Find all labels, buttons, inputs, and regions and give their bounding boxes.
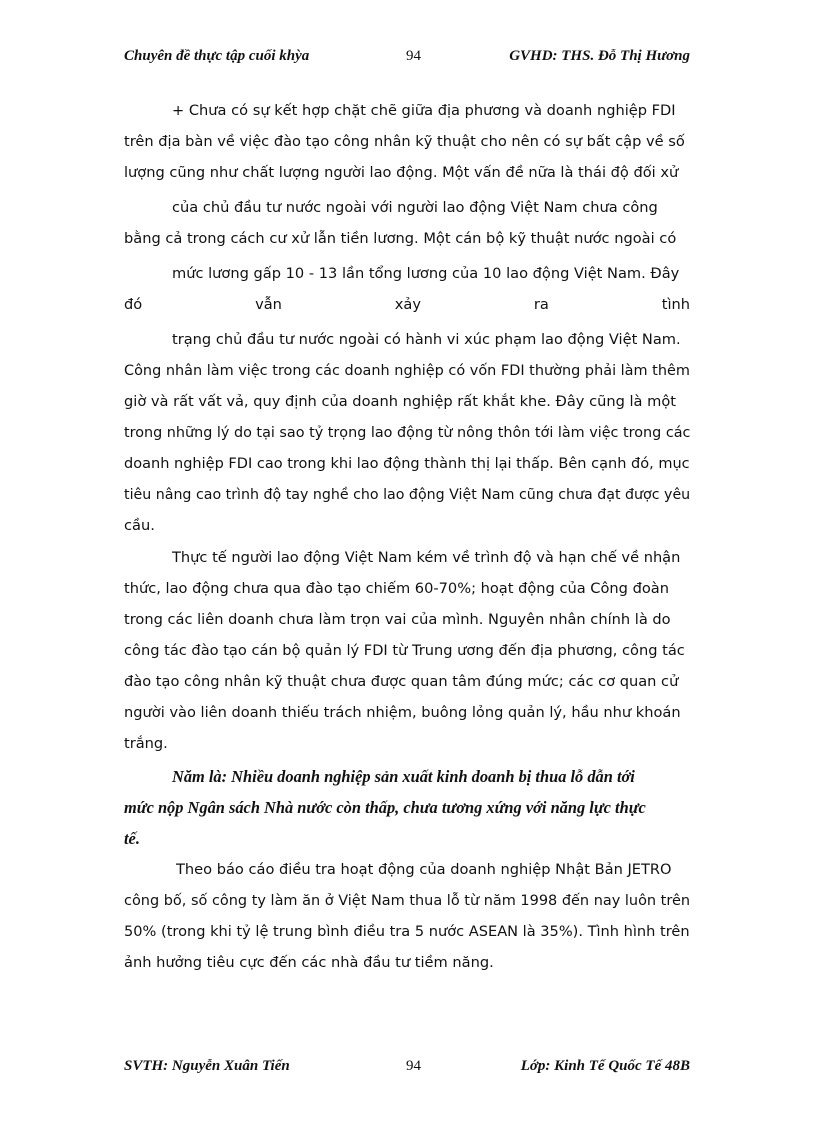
- text-line: trên địa bàn về việc đào tạo công nhân kỹ thuật cho nên có sự bất cập về số: [124, 133, 685, 150]
- text-line: trạng chủ đầu tư nước ngoài có hành vi xúc phạm lao động Việt Nam.: [172, 331, 681, 348]
- page-footer: [124, 1058, 690, 1080]
- text-line: doanh nghiệp FDI cao trong khi lao động thành thị lại thấp. Bên cạnh đó, mục: [124, 455, 690, 472]
- text-line: Theo báo cáo điều tra hoạt động của doanh nghiệp Nhật Bản JETRO: [176, 861, 672, 878]
- header-document-title: Chuyên đề thực tập cuối khỳa: [124, 48, 310, 64]
- header-advisor: GVHD: THS. Đỗ Thị Hương: [509, 48, 690, 64]
- text-line: công tác đào tạo cán bộ quản lý FDI từ Trung ương đến địa phương, công tác: [124, 642, 685, 659]
- justified-line: [124, 295, 690, 315]
- word: tình: [661, 296, 690, 313]
- footer-page-number: 94: [406, 1058, 421, 1074]
- header-page-number: 94: [406, 48, 421, 64]
- text-line: thức, lao động chưa qua đào tạo chiếm 60-70%; hoạt động của Công đoàn: [124, 580, 669, 597]
- text-line: trong các liên doanh chưa làm trọn vai của mình. Nguyên nhân chính là do: [124, 611, 671, 628]
- text-line: 50% (trong khi tỷ lệ trung bình điều tra 5 nước ASEAN là 35%). Tình hình trên: [124, 923, 690, 940]
- text-line: tiêu nâng cao trình độ tay nghề cho lao động Việt Nam cũng chưa đạt được yêu: [124, 486, 691, 503]
- section-heading-line: tế.: [124, 829, 140, 848]
- text-line: lượng cũng như chất lượng người lao động. Một vấn đề nữa là thái độ đối xử: [124, 164, 679, 181]
- text-line: + Chưa có sự kết hợp chặt chẽ giữa địa phương và doanh nghiệp FDI: [172, 102, 676, 119]
- word: xảy: [394, 296, 422, 313]
- text-line: trong những lý do tại sao tỷ trọng lao động từ nông thôn tới làm việc trong các: [124, 424, 691, 441]
- footer-class: Lớp: Kinh Tế Quốc Tế 48B: [520, 1058, 690, 1074]
- word: vẫn: [255, 296, 282, 313]
- word: ra: [533, 296, 549, 313]
- text-line: Công nhân làm việc trong các doanh nghiệp có vốn FDI thường phải làm thêm: [124, 362, 690, 379]
- text-line: cầu.: [124, 517, 155, 534]
- text-line: bằng cả trong cách cư xử lẫn tiền lương. Một cán bộ kỹ thuật nước ngoài có: [124, 230, 677, 247]
- text-line: trắng.: [124, 735, 168, 752]
- text-line: Thực tế người lao động Việt Nam kém về trình độ và hạn chế về nhận: [172, 549, 681, 566]
- text-line: người vào liên doanh thiếu trách nhiệm, buông lỏng quản lý, hầu như khoán: [124, 704, 681, 721]
- text-line: giờ và rất vất vả, quy định của doanh nghiệp rất khắt khe. Đây cũng là một: [124, 393, 676, 410]
- footer-student-name: SVTH: Nguyễn Xuân Tiến: [124, 1058, 290, 1074]
- page-header: [124, 48, 690, 70]
- section-heading-line: Năm là: Nhiều doanh nghiệp sản xuất kinh doanh bị thua lỗ dẫn tới: [172, 767, 635, 786]
- text-line: ảnh hưởng tiêu cực đến các nhà đầu tư tiềm năng.: [124, 954, 494, 971]
- text-line: mức lương gấp 10 - 13 lần tổng lương của 10 lao động Việt Nam. Đây: [172, 265, 680, 282]
- text-line: đào tạo công nhân kỹ thuật chưa được quan tâm đúng mức; các cơ quan cử: [124, 673, 679, 690]
- text-line: của chủ đầu tư nước ngoài với người lao động Việt Nam chưa công: [172, 199, 658, 216]
- section-heading-line: mức nộp Ngân sách Nhà nước còn thấp, chưa tương xứng với năng lực thực: [124, 798, 646, 817]
- text-line: công bố, số công ty làm ăn ở Việt Nam thua lỗ từ năm 1998 đến nay luôn trên: [124, 892, 691, 909]
- word: đó: [124, 296, 143, 313]
